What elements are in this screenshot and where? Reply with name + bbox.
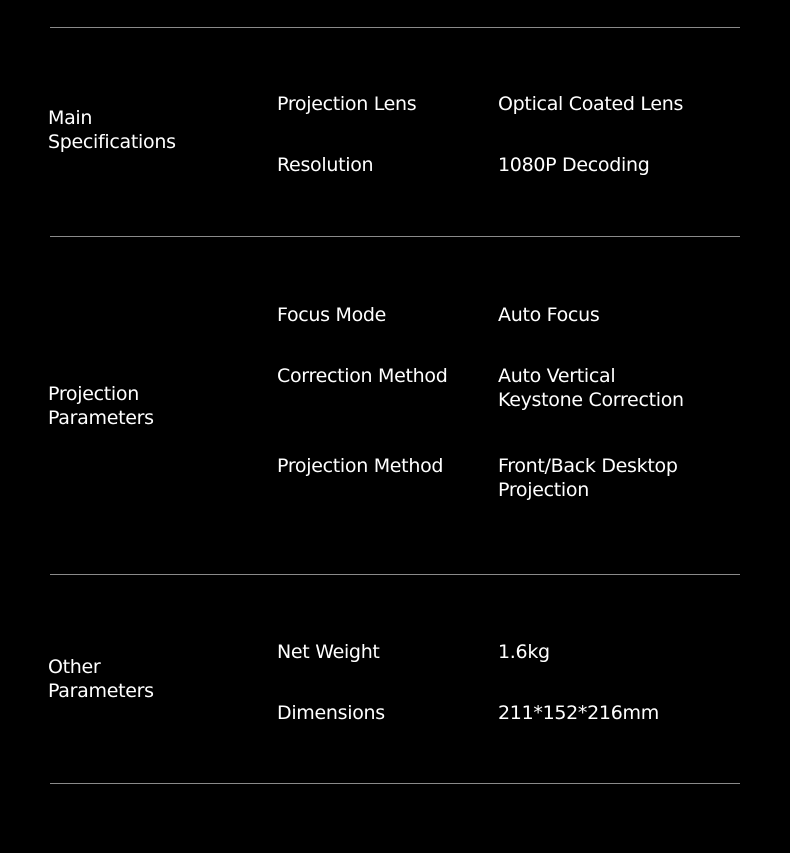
spec-value-correction-method: Auto Vertical Keystone Correction — [498, 365, 684, 411]
divider-top — [50, 27, 740, 28]
divider-1 — [50, 236, 740, 237]
category-other-parameters: Other Parameters — [48, 656, 154, 702]
spec-value-projection-lens: Optical Coated Lens — [498, 93, 684, 115]
category-main-specifications: Main Specifications — [48, 107, 176, 153]
divider-bottom — [50, 783, 740, 784]
spec-value-projection-method: Front/Back Desktop Projection — [498, 455, 678, 501]
divider-2 — [50, 574, 740, 575]
spec-value-resolution: 1080P Decoding — [498, 154, 650, 176]
spec-label-net-weight: Net Weight — [277, 641, 380, 663]
spec-label-projection-method: Projection Method — [277, 455, 444, 477]
spec-value-net-weight: 1.6kg — [498, 641, 550, 663]
spec-label-focus-mode: Focus Mode — [277, 304, 387, 326]
spec-label-resolution: Resolution — [277, 154, 374, 176]
spec-label-correction-method: Correction Method — [277, 365, 448, 387]
spec-label-projection-lens: Projection Lens — [277, 93, 417, 115]
spec-label-dimensions: Dimensions — [277, 702, 385, 724]
category-projection-parameters: Projection Parameters — [48, 383, 154, 429]
spec-value-dimensions: 211*152*216mm — [498, 702, 659, 724]
spec-value-focus-mode: Auto Focus — [498, 304, 600, 326]
